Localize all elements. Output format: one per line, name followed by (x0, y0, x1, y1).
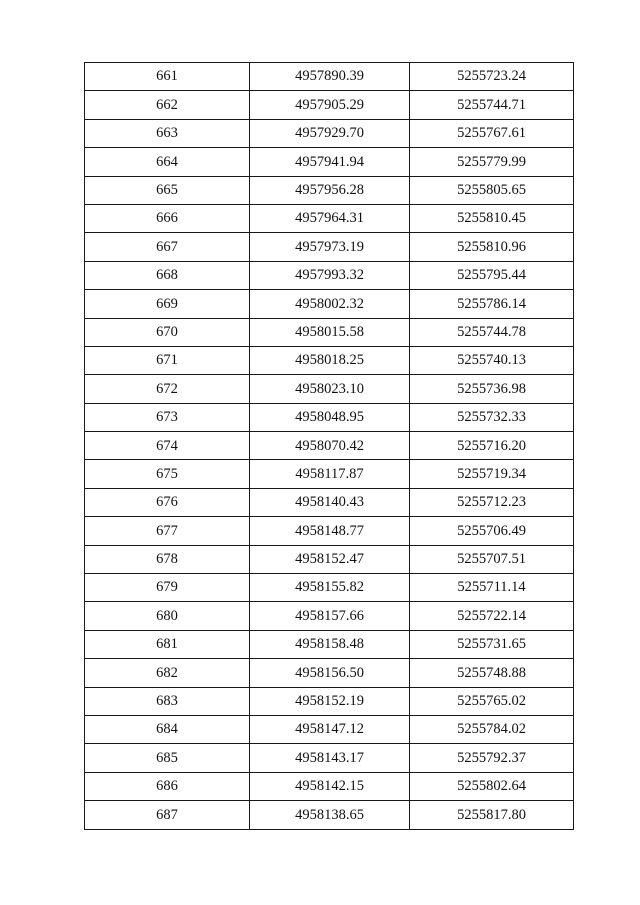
table-row (85, 602, 574, 630)
y-coordinate-cell: 5255767.61 (410, 119, 574, 147)
x-coordinate-cell: 4958156.50 (250, 659, 410, 687)
point-number-cell: 680 (85, 602, 250, 630)
y-coordinate-cell: 5255716.20 (410, 432, 574, 460)
table-row (85, 744, 574, 772)
point-number-cell: 662 (85, 91, 250, 119)
point-number-cell: 667 (85, 233, 250, 261)
point-number-cell: 664 (85, 148, 250, 176)
point-number-cell: 670 (85, 318, 250, 346)
y-coordinate-cell: 5255805.65 (410, 176, 574, 204)
point-number-cell: 672 (85, 375, 250, 403)
y-coordinate-cell: 5255719.34 (410, 460, 574, 488)
point-number-cell: 665 (85, 176, 250, 204)
table-row (85, 545, 574, 573)
x-coordinate-cell: 4957964.31 (250, 204, 410, 232)
y-coordinate-cell: 5255765.02 (410, 687, 574, 715)
point-number-cell: 679 (85, 574, 250, 602)
table-row (85, 403, 574, 431)
x-coordinate-cell: 4958155.82 (250, 574, 410, 602)
table-row (85, 261, 574, 289)
table-row (85, 574, 574, 602)
point-number-cell: 685 (85, 744, 250, 772)
table-row (85, 346, 574, 374)
x-coordinate-cell: 4958018.25 (250, 346, 410, 374)
point-number-cell: 675 (85, 460, 250, 488)
table-row (85, 715, 574, 743)
y-coordinate-cell: 5255784.02 (410, 715, 574, 743)
table-row (85, 432, 574, 460)
x-coordinate-cell: 4957941.94 (250, 148, 410, 176)
x-coordinate-cell: 4958152.47 (250, 545, 410, 573)
point-number-cell: 674 (85, 432, 250, 460)
y-coordinate-cell: 5255810.45 (410, 204, 574, 232)
x-coordinate-cell: 4958002.32 (250, 290, 410, 318)
table-row (85, 119, 574, 147)
x-coordinate-cell: 4958148.77 (250, 517, 410, 545)
table-row (85, 630, 574, 658)
y-coordinate-cell: 5255706.49 (410, 517, 574, 545)
x-coordinate-cell: 4958143.17 (250, 744, 410, 772)
y-coordinate-cell: 5255723.24 (410, 63, 574, 91)
point-number-cell: 678 (85, 545, 250, 573)
x-coordinate-cell: 4957929.70 (250, 119, 410, 147)
point-number-cell: 666 (85, 204, 250, 232)
y-coordinate-cell: 5255740.13 (410, 346, 574, 374)
x-coordinate-cell: 4958142.15 (250, 772, 410, 800)
y-coordinate-cell: 5255712.23 (410, 488, 574, 516)
y-coordinate-cell: 5255786.14 (410, 290, 574, 318)
x-coordinate-cell: 4958023.10 (250, 375, 410, 403)
point-number-cell: 677 (85, 517, 250, 545)
x-coordinate-cell: 4958140.43 (250, 488, 410, 516)
table-row (85, 772, 574, 800)
y-coordinate-cell: 5255792.37 (410, 744, 574, 772)
point-number-cell: 684 (85, 715, 250, 743)
x-coordinate-cell: 4958152.19 (250, 687, 410, 715)
x-coordinate-cell: 4957956.28 (250, 176, 410, 204)
y-coordinate-cell: 5255810.96 (410, 233, 574, 261)
point-number-cell: 671 (85, 346, 250, 374)
x-coordinate-cell: 4958070.42 (250, 432, 410, 460)
point-number-cell: 661 (85, 63, 250, 91)
point-number-cell: 683 (85, 687, 250, 715)
y-coordinate-cell: 5255732.33 (410, 403, 574, 431)
x-coordinate-cell: 4957973.19 (250, 233, 410, 261)
y-coordinate-cell: 5255744.71 (410, 91, 574, 119)
point-number-cell: 686 (85, 772, 250, 800)
y-coordinate-cell: 5255802.64 (410, 772, 574, 800)
point-number-cell: 687 (85, 801, 250, 829)
table-row (85, 517, 574, 545)
table-row (85, 290, 574, 318)
table-row (85, 63, 574, 91)
coordinates-table (84, 62, 574, 830)
point-number-cell: 669 (85, 290, 250, 318)
table-row (85, 801, 574, 829)
y-coordinate-cell: 5255817.80 (410, 801, 574, 829)
x-coordinate-cell: 4957905.29 (250, 91, 410, 119)
y-coordinate-cell: 5255744.78 (410, 318, 574, 346)
point-number-cell: 663 (85, 119, 250, 147)
table-row (85, 176, 574, 204)
y-coordinate-cell: 5255795.44 (410, 261, 574, 289)
table-row (85, 318, 574, 346)
point-number-cell: 682 (85, 659, 250, 687)
x-coordinate-cell: 4958117.87 (250, 460, 410, 488)
y-coordinate-cell: 5255707.51 (410, 545, 574, 573)
x-coordinate-cell: 4958138.65 (250, 801, 410, 829)
x-coordinate-cell: 4958157.66 (250, 602, 410, 630)
point-number-cell: 676 (85, 488, 250, 516)
y-coordinate-cell: 5255748.88 (410, 659, 574, 687)
x-coordinate-cell: 4958158.48 (250, 630, 410, 658)
x-coordinate-cell: 4958015.58 (250, 318, 410, 346)
table-row (85, 375, 574, 403)
y-coordinate-cell: 5255731.65 (410, 630, 574, 658)
table-row (85, 659, 574, 687)
table-row (85, 233, 574, 261)
coordinates-table-body (85, 63, 574, 830)
point-number-cell: 668 (85, 261, 250, 289)
point-number-cell: 673 (85, 403, 250, 431)
x-coordinate-cell: 4957993.32 (250, 261, 410, 289)
table-row (85, 687, 574, 715)
point-number-cell: 681 (85, 630, 250, 658)
table-row (85, 460, 574, 488)
x-coordinate-cell: 4957890.39 (250, 63, 410, 91)
y-coordinate-cell: 5255736.98 (410, 375, 574, 403)
y-coordinate-cell: 5255711.14 (410, 574, 574, 602)
x-coordinate-cell: 4958048.95 (250, 403, 410, 431)
table-row (85, 204, 574, 232)
table-row (85, 91, 574, 119)
y-coordinate-cell: 5255779.99 (410, 148, 574, 176)
table-row (85, 488, 574, 516)
table-row (85, 148, 574, 176)
y-coordinate-cell: 5255722.14 (410, 602, 574, 630)
x-coordinate-cell: 4958147.12 (250, 715, 410, 743)
